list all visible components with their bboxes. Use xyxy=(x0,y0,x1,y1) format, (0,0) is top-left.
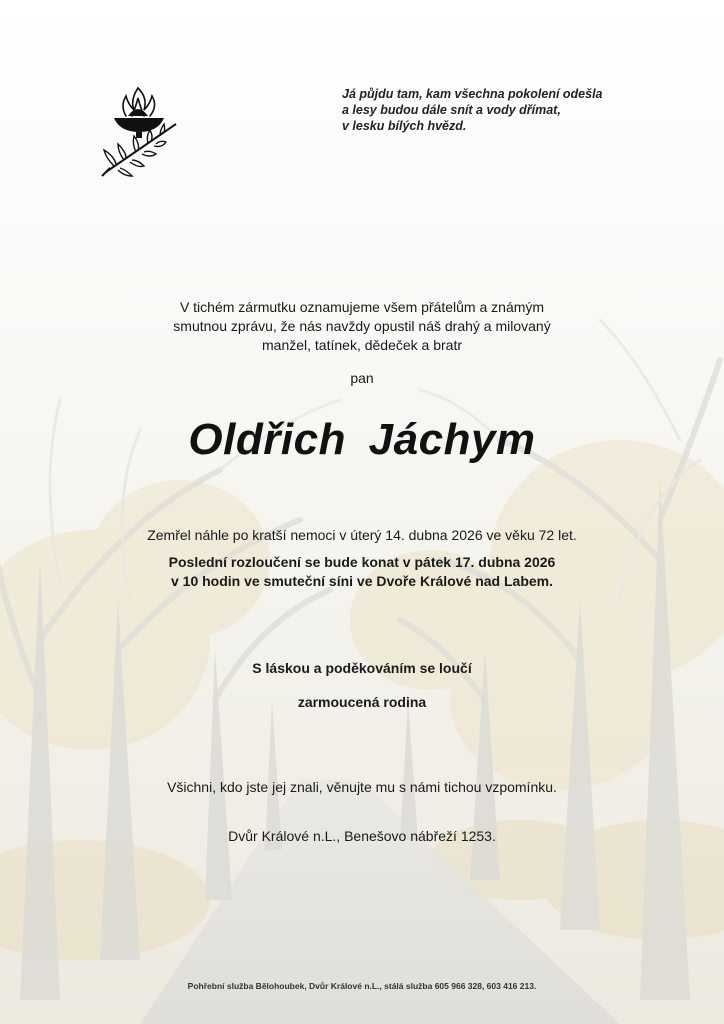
poem-quote xyxy=(342,86,682,134)
intro-line: V tichém zármutku oznamujeme všem přátelům a známým xyxy=(179,299,545,315)
announcement-intro xyxy=(0,298,724,355)
quote-line: Já půjdu tam, kam všechna pokolení odešla xyxy=(342,87,603,101)
death-info: Zemřel náhle po kratší nemoci v úterý 14. dubna 2026 ve věku 72 let. xyxy=(147,527,577,543)
funeral-line: v 10 hodin ve smuteční síni ve Dvoře Králové nad Labem. xyxy=(170,573,554,589)
quote-line: a lesy budou dále snít a vody dřímat, xyxy=(342,103,561,117)
deceased-name: Oldřich Jáchym xyxy=(188,415,536,464)
funeral-service-footer: Pohřební služba Bělohoubek, Dvůr Králové n.L., stálá služba 605 966 328, 603 416 213. xyxy=(187,981,537,991)
title-pan: pan xyxy=(350,370,374,386)
quote-line: v lesku bílých hvězd. xyxy=(342,119,467,133)
farewell-phrase: S láskou a poděkováním se loučí xyxy=(252,660,472,676)
family-signature: zarmoucená rodina xyxy=(297,694,427,710)
funeral-line: Poslední rozloučení se bude konat v pátek 17. dubna 2026 xyxy=(168,554,556,570)
intro-line: smutnou zprávu, že nás navždy opustil náš drahý a milovaný xyxy=(173,318,551,334)
family-address: Dvůr Králové n.L., Benešovo nábřeží 1253. xyxy=(228,828,496,844)
flame-bowl-with-laurel-icon xyxy=(92,82,184,182)
funeral-info xyxy=(0,553,724,591)
intro-line: manžel, tatínek, dědeček a bratr xyxy=(262,337,462,353)
remembrance-request: Všichni, kdo jste jej znali, věnujte mu s námi tichou vzpomínku. xyxy=(167,779,557,795)
